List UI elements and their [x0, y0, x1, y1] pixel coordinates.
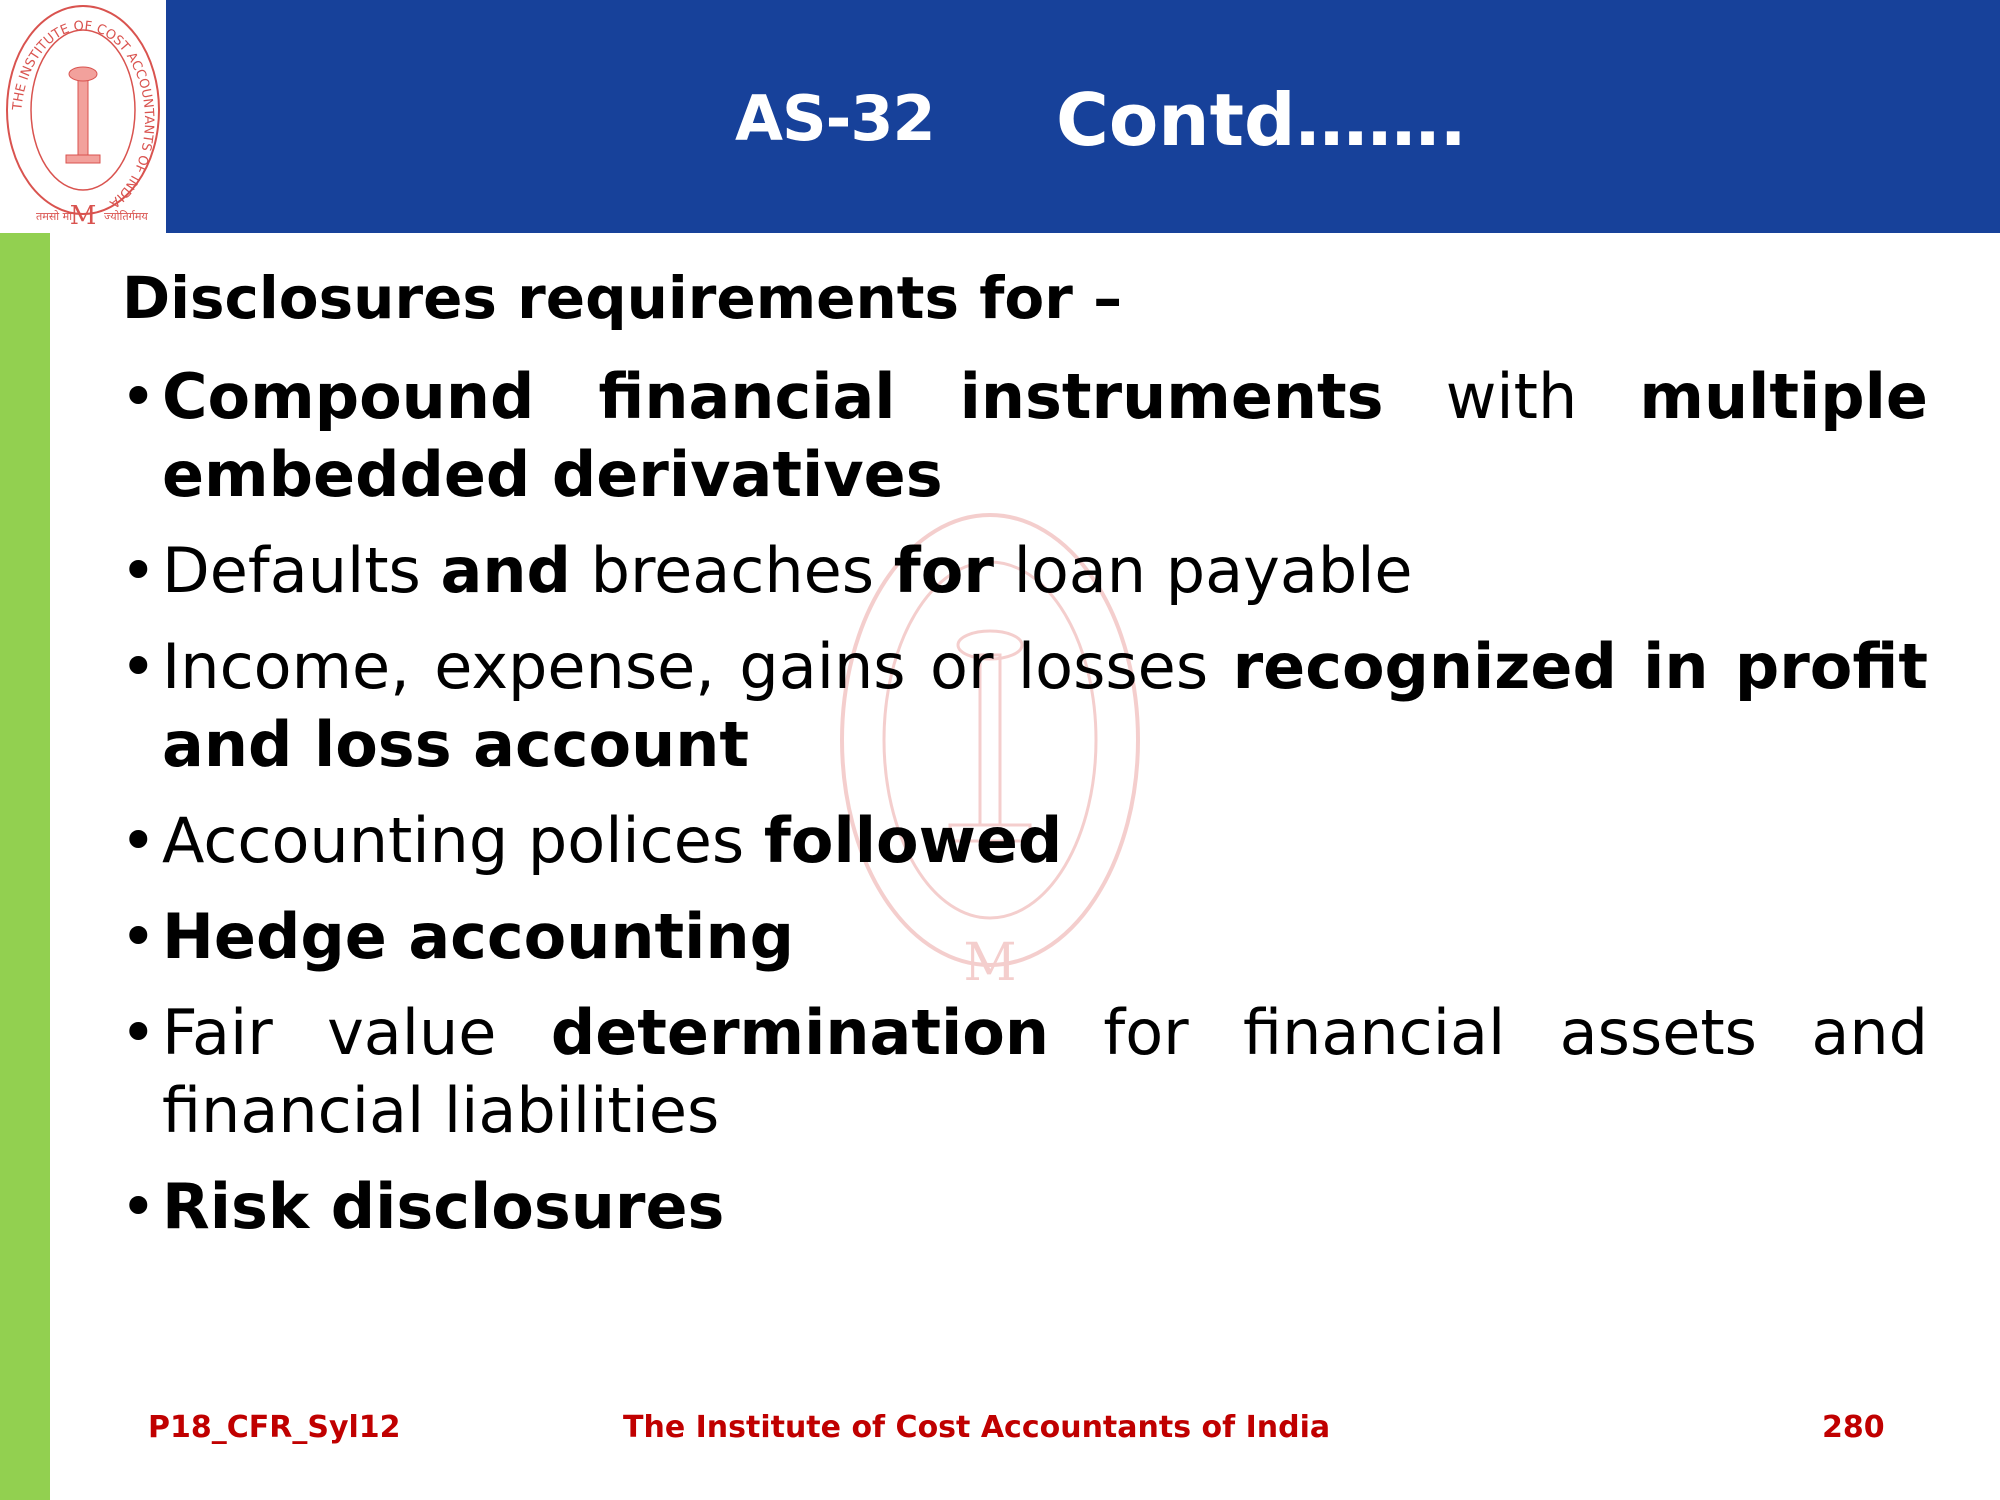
list-item-text: followed — [763, 804, 1063, 877]
list-item — [120, 802, 1928, 880]
list-item-text: Risk disclosures — [162, 1170, 725, 1243]
bullet-icon: • — [120, 534, 157, 607]
list-item-text: and — [440, 534, 571, 607]
slide-content — [120, 260, 1928, 1264]
footer-page-number: 280 — [1822, 1410, 1885, 1445]
svg-text:M: M — [69, 201, 97, 231]
slide-title-code: AS-32 — [735, 82, 935, 155]
list-item-text: Accounting polices — [162, 804, 764, 877]
list-item-text: recognized in profit and loss account — [162, 630, 1928, 781]
list-item-text: for financial assets and financial liabilities — [162, 996, 1928, 1147]
disclosure-list — [120, 358, 1928, 1246]
svg-text:M: M — [963, 933, 1017, 993]
content-heading: Disclosures requirements for – — [122, 264, 1123, 332]
logo-motto-left: तमसो मा — [36, 210, 73, 223]
list-item — [120, 532, 1928, 610]
list-item-text: Income, expense, gains or losses — [162, 630, 1233, 703]
list-item-text: Fair value — [162, 996, 551, 1069]
bullet-icon: • — [120, 996, 157, 1069]
list-item — [120, 994, 1928, 1150]
list-item — [120, 628, 1928, 784]
list-item-text: with — [1383, 360, 1640, 433]
bullet-icon: • — [120, 630, 157, 703]
bullet-icon: • — [120, 360, 157, 433]
title-bar — [166, 0, 2000, 233]
slide-title-contd: Contd……. — [1056, 78, 1467, 162]
list-item-text: determination — [550, 996, 1049, 1069]
list-item-text: multiple embedded derivatives — [162, 360, 1928, 511]
bullet-icon: • — [120, 1170, 157, 1243]
list-item-text: Compound financial instruments — [162, 360, 1384, 433]
list-item-text: for — [893, 534, 994, 607]
list-item-text: breaches — [570, 534, 894, 607]
bullet-icon: • — [120, 900, 157, 973]
institute-logo-icon — [0, 0, 166, 233]
footer-code: P18_CFR_Syl12 — [148, 1410, 401, 1445]
list-item — [120, 358, 1928, 514]
logo-motto-right: ज्योतिर्गमय — [104, 210, 148, 223]
side-accent-bar — [0, 233, 50, 1500]
bullet-icon: • — [120, 804, 157, 877]
footer-institute: The Institute of Cost Accountants of India — [623, 1410, 1331, 1445]
list-item-text: Defaults — [162, 534, 441, 607]
list-item — [120, 898, 1928, 976]
list-item-text: Hedge accounting — [162, 900, 794, 973]
list-item — [120, 1168, 1928, 1246]
logo-ring-text: THE INSTITUTE OF COST ACCOUNTANTS OF INDIA — [10, 18, 157, 211]
list-item-text: loan payable — [993, 534, 1413, 607]
